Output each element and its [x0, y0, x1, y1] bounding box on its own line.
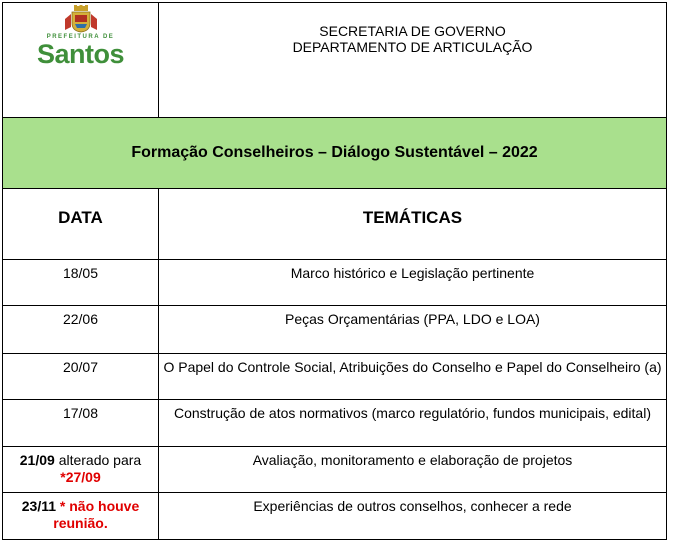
table-row [3, 400, 667, 447]
date-cell: 20/07 [3, 354, 159, 400]
cancellation-note: * não houve reunião. [53, 498, 140, 531]
city-crest-icon [63, 5, 99, 33]
original-date: 21/09 [19, 452, 55, 468]
original-date: 23/11 [21, 498, 57, 514]
new-date: *27/09 [60, 469, 101, 485]
date-cell [3, 447, 159, 493]
topic-cell: Construção de atos normativos (marco regulatório, fundos municipais, edital) [159, 400, 667, 447]
table-row [3, 447, 667, 493]
topic-cell: Peças Orçamentárias (PPA, LDO e LOA) [159, 306, 667, 354]
topic-cell: Avaliação, monitoramento e elaboração de projetos [159, 447, 667, 493]
table-row [3, 493, 667, 540]
logo-wordmark: Santos [36, 39, 125, 69]
header-row [3, 3, 667, 118]
schedule-table [2, 2, 667, 540]
column-header-row [3, 189, 667, 260]
date-change-note: alterado para [54, 452, 142, 468]
topic-cell: Marco histórico e Legislação pertinente [159, 260, 667, 306]
topics-column-label: TEMÁTICAS [362, 208, 463, 227]
date-cell: 18/05 [3, 260, 159, 306]
prefeitura-logo [31, 3, 131, 67]
table-row [3, 354, 667, 400]
department-cell [159, 3, 667, 118]
title-row [3, 118, 667, 189]
date-column-header [3, 189, 159, 260]
table-row [3, 260, 667, 306]
logo-cell [3, 3, 159, 118]
department-name: DEPARTAMENTO DE ARTICULAÇÃO [292, 39, 533, 55]
date-cell [3, 493, 159, 540]
topic-cell: Experiências de outros conselhos, conhecer a rede [159, 493, 667, 540]
secretariat-name: SECRETARIA DE GOVERNO [319, 23, 506, 39]
date-column-label: DATA [58, 208, 103, 227]
topic-cell: O Papel do Controle Social, Atribuições do Conselho e Papel do Conselheiro (a) [159, 354, 667, 400]
document-title: Formação Conselheiros – Diálogo Sustentável – 2022 [3, 118, 667, 189]
table-row [3, 306, 667, 354]
date-cell: 17/08 [3, 400, 159, 447]
date-cell: 22/06 [3, 306, 159, 354]
topics-column-header [159, 189, 667, 260]
logo-small-text: PREFEITURA DE [46, 34, 115, 40]
